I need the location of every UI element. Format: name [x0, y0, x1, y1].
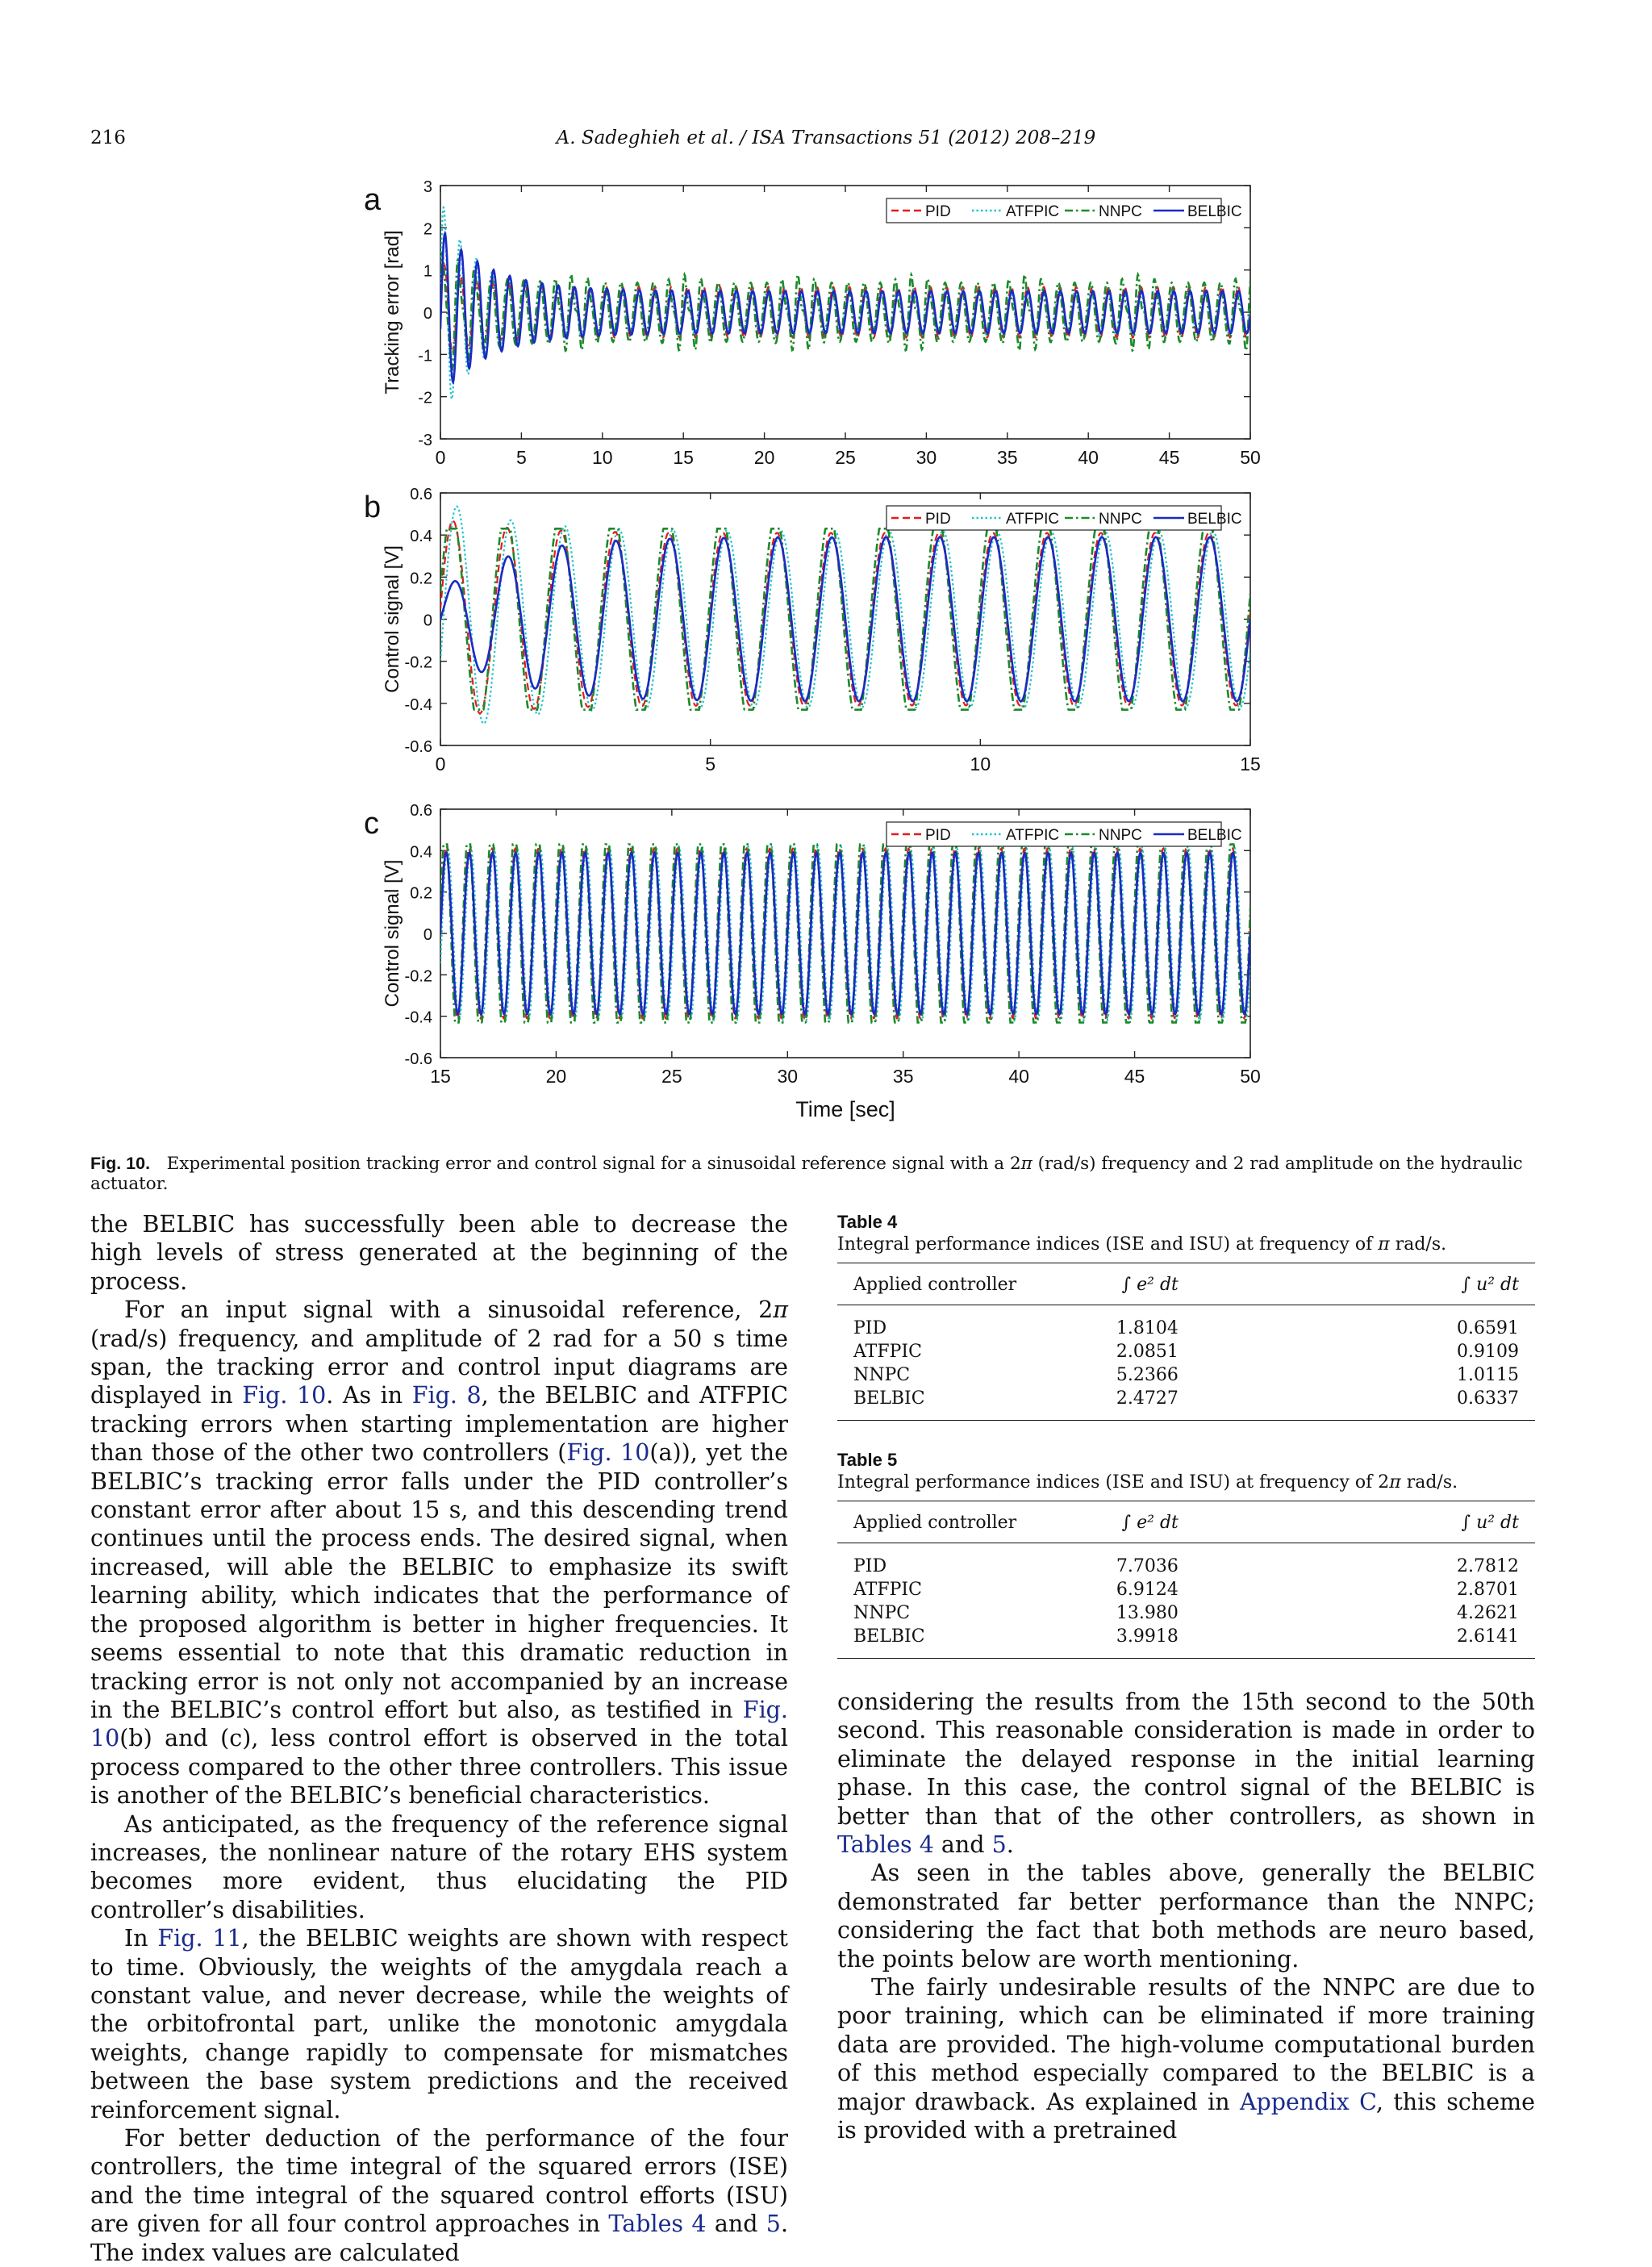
link-fig10[interactable]: Fig. 10 — [242, 1382, 327, 1409]
legend-label: NNPC — [1099, 827, 1142, 844]
y-tick-label: 0 — [423, 305, 432, 323]
chart-panel-c — [364, 802, 1261, 1121]
legend-label: NNPC — [1099, 511, 1142, 528]
legend-label: PID — [925, 827, 951, 844]
figure-caption — [90, 1154, 1542, 1194]
x-tick-label: 10 — [592, 447, 613, 468]
legend-label: PID — [925, 511, 951, 528]
left-paragraph-5: For better deduction of the performance of the four controllers, the time integral of the squared errors (ISE) and the time integral of the squared control efforts (ISU) are given for all four control approaches in Tables 4 and 5. The index values are calculated — [90, 2125, 788, 2266]
x-tick-label: 5 — [516, 447, 527, 468]
link-fig10a[interactable]: Fig. 10 — [566, 1439, 650, 1467]
y-tick-label: -0.6 — [404, 738, 432, 756]
panel-label: b — [364, 491, 382, 524]
x-tick-label: 40 — [1008, 1066, 1029, 1087]
y-tick-label: -2 — [418, 389, 432, 407]
table-row: PID 1.8104 0.6591 — [853, 1318, 1519, 1338]
link-fig10bc[interactable]: Fig. 10 — [90, 1696, 788, 1752]
right-paragraph-1: considering the results from the 15th second to the 50th second. This reasonable consideration is made in order to eliminate the delayed response in the initial learning phase. In this case, the control signal of the BELBIC is better than that of the other controllers, as shown in Tables 4 and 5. — [837, 1689, 1535, 1859]
legend-label: PID — [925, 203, 951, 220]
x-axis-label: Time [sec] — [795, 1097, 895, 1121]
y-tick-label: -0.2 — [404, 653, 432, 672]
x-tick-label: 0 — [435, 754, 446, 774]
x-tick-label: 30 — [777, 1066, 799, 1087]
link-table5[interactable]: 5 — [766, 2211, 781, 2238]
chart-panel-a — [364, 178, 1261, 468]
panel-label: c — [364, 807, 379, 841]
figure-caption-text-a: Experimental position tracking error and control signal for a sinusoidal reference signal with a 2 — [166, 1154, 1021, 1174]
table-header: ∫ e² dt — [1058, 1501, 1428, 1543]
table-row: ATFPIC 6.9124 2.8701 — [853, 1580, 1519, 1600]
legend — [886, 822, 1242, 846]
y-tick-label: -0.4 — [404, 1008, 432, 1027]
x-tick-label: 10 — [970, 754, 991, 774]
legend-label: NNPC — [1099, 203, 1142, 220]
x-tick-label: 15 — [673, 447, 694, 468]
y-tick-label: 3 — [423, 178, 432, 196]
page-number: 216 — [90, 127, 126, 148]
left-column — [90, 1210, 788, 2267]
x-tick-label: 15 — [430, 1066, 451, 1087]
y-tick-label: 0 — [423, 926, 432, 944]
x-tick-label: 50 — [1240, 447, 1261, 468]
y-tick-label: -1 — [418, 347, 432, 365]
y-tick-label: 1 — [423, 262, 432, 281]
y-axis-label: Control signal [V] — [382, 545, 403, 693]
y-axis-label: Tracking error [rad] — [382, 230, 403, 395]
running-head: A. Sadeghieh et al. / ISA Transactions 51 (2012) 208–219 — [556, 127, 1096, 148]
legend-label: BELBIC — [1187, 827, 1242, 844]
table-row: BELBIC 2.4727 0.6337 — [853, 1388, 1519, 1409]
table-row: NNPC 5.2366 1.0115 — [853, 1365, 1519, 1385]
right-paragraph-2: As seen in the tables above, generally the BELBIC demonstrated far better performance than the NNPC; considering the fact that both methods are neuro based, the points below are worth mentioning. — [837, 1860, 1535, 1973]
y-tick-label: 0.6 — [410, 802, 432, 820]
table-header: Applied controller — [837, 1263, 1058, 1305]
x-tick-label: 20 — [753, 447, 775, 468]
legend — [886, 198, 1242, 223]
x-tick-label: 45 — [1124, 1066, 1145, 1087]
legend-label: ATFPIC — [1006, 511, 1060, 528]
legend-label: BELBIC — [1187, 511, 1242, 528]
x-tick-label: 45 — [1158, 447, 1180, 468]
right-paragraph-3: The fairly undesirable results of the NNPC are due to poor training, which can be eliminated if more training data are provided. The high-volume computational burden of this method especially compared to the BELBIC is a major drawback. As explained in Appendix C, this scheme is provided with a pretrained — [837, 1974, 1535, 2144]
table-row: ATFPIC 2.0851 0.9109 — [853, 1342, 1519, 1362]
x-tick-label: 25 — [835, 447, 856, 468]
link-appendix-c[interactable]: Appendix C — [1239, 2088, 1376, 2115]
table-4-title: Table 4 — [837, 1212, 898, 1232]
x-tick-label: 25 — [661, 1066, 682, 1087]
chart-panel-b — [364, 486, 1261, 774]
y-tick-label: 0.4 — [410, 843, 432, 862]
link-tables4[interactable]: Tables 4 — [837, 1831, 934, 1859]
x-tick-label: 35 — [892, 1066, 914, 1087]
legend — [886, 506, 1242, 530]
table-row: BELBIC 3.9918 2.6141 — [853, 1626, 1519, 1647]
figure-caption-label: Fig. 10. — [90, 1154, 151, 1173]
y-tick-label: 0.6 — [410, 486, 432, 503]
left-paragraph-3: As anticipated, as the frequency of the reference signal increases, the nonlinear nature of the rotary EHS system becomes more evident, thus elucidating the PID controller’s disabilities. — [90, 1810, 788, 1923]
y-tick-label: -0.6 — [404, 1050, 432, 1068]
right-column — [837, 1688, 1535, 2145]
table-5 — [837, 1450, 1535, 1659]
x-tick-label: 15 — [1240, 754, 1261, 774]
table-5-grid — [837, 1501, 1535, 1659]
x-tick-label: 20 — [545, 1066, 567, 1087]
link-table5[interactable]: 5 — [991, 1831, 1007, 1859]
left-paragraph-2: For an input signal with a sinusoidal reference, 2π (rad/s) frequency, and amplitude of 2 rad for a 50 s time span, the tracking error and control input diagrams are displayed in Fig. 10. As in Fig. 8, the BELBIC and ATFPIC tracking errors when starting implementation are higher than those of the other two controllers (Fig. 10(a)), yet the BELBIC’s tracking error falls under the PID controller’s constant error after about 15 s, and this descending trend continues until the process ends. The desired signal, when increased, will able the BELBIC to emphasize its swift learning ability, which indicates that the performance of the proposed algorithm is better in higher frequencies. It seems essential to note that this dramatic reduction in tracking error is not only not accompanied by an increase in the BELBIC’s control effort but also, as testified in Fig. 10(b) and (c), less control effort is observed in the total process compared to the other three controllers. This issue is another of the BELBIC’s beneficial characteristics. — [90, 1296, 788, 1810]
x-tick-label: 35 — [997, 447, 1018, 468]
table-4-caption: Integral performance indices (ISE and ISU) at frequency of π rad/s. — [837, 1234, 1447, 1255]
y-tick-label: -0.2 — [404, 967, 432, 986]
table-5-title: Table 5 — [837, 1450, 898, 1470]
panel-label: a — [364, 183, 382, 217]
x-tick-label: 5 — [705, 754, 716, 774]
figure-caption-text-b: (rad/s) frequency and 2 rad amplitude on the hydraulic actuator. — [90, 1154, 1523, 1194]
table-header: ∫ u² dt — [1429, 1501, 1535, 1543]
x-tick-label: 40 — [1078, 447, 1099, 468]
table-header: ∫ u² dt — [1429, 1263, 1535, 1305]
table-5-caption: Integral performance indices (ISE and ISU) at frequency of 2π rad/s. — [837, 1472, 1458, 1493]
y-tick-label: 0.4 — [410, 528, 432, 546]
y-tick-label: -0.4 — [404, 695, 432, 714]
x-tick-label: 30 — [916, 447, 937, 468]
link-tables4[interactable]: Tables 4 — [608, 2211, 707, 2238]
legend-label: ATFPIC — [1006, 827, 1060, 844]
figure-caption-pi: π — [1020, 1154, 1032, 1174]
table-row: PID 7.7036 2.7812 — [853, 1556, 1519, 1576]
x-tick-label: 50 — [1240, 1066, 1261, 1087]
legend-label: ATFPIC — [1006, 203, 1060, 220]
link-fig11[interactable]: Fig. 11 — [157, 1925, 242, 1952]
table-row: NNPC 13.980 4.2621 — [853, 1603, 1519, 1623]
left-paragraph-4: In Fig. 11, the BELBIC weights are shown with respect to time. Obviously, the weights of the amygdala reach a constant value, and never decrease, while the weights of the orbitofrontal part, unlike the monotonic amygdala weights, change rapidly to compensate for mismatches between the base system predictions and the received reinforcement signal. — [90, 1925, 788, 2123]
x-tick-label: 0 — [435, 447, 446, 468]
table-header: Applied controller — [837, 1501, 1058, 1543]
link-fig8[interactable]: Fig. 8 — [411, 1382, 482, 1409]
y-tick-label: 0.2 — [410, 570, 432, 588]
y-tick-label: 0.2 — [410, 884, 432, 903]
y-tick-label: 0 — [423, 612, 432, 630]
table-4 — [837, 1212, 1535, 1421]
table-4-grid — [837, 1263, 1535, 1421]
figure-10 — [0, 173, 1652, 1142]
legend-label: BELBIC — [1187, 203, 1242, 220]
y-tick-label: 2 — [423, 220, 432, 239]
table-header: ∫ e² dt — [1058, 1263, 1428, 1305]
left-paragraph-1: the BELBIC has successfully been able to decrease the high levels of stress generated at the beginning of the process. — [90, 1211, 788, 1295]
y-tick-label: -3 — [418, 432, 432, 449]
y-axis-label: Control signal [V] — [382, 859, 403, 1008]
